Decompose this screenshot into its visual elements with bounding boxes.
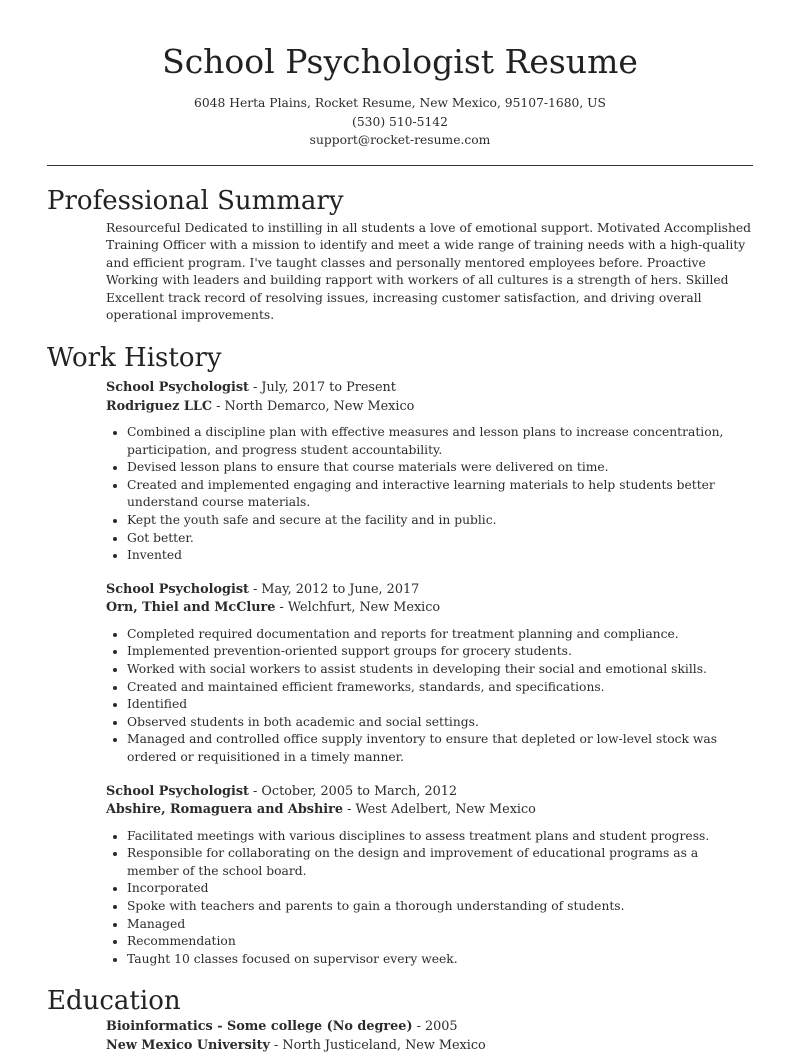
job-bullets <box>106 424 753 565</box>
section-heading-summary: Professional Summary <box>47 185 344 216</box>
section-heading-work: Work History <box>47 343 222 374</box>
bullet-item: • Kept the youth safe and secure at the facility and in public. <box>127 512 753 530</box>
job-title: School Psychologist <box>106 380 249 396</box>
bullet-item: • Combined a discipline plan with effective measures and lesson plans to increase concentration, participation, and progress student accountability. <box>127 424 753 459</box>
job-bullets <box>106 828 753 969</box>
job-location: - North Demarco, New Mexico <box>212 398 415 414</box>
bullet-item: • Implemented prevention-oriented support groups for grocery students. <box>127 643 753 661</box>
job-bullets <box>106 626 753 767</box>
bullet-item: • Recommendation <box>127 933 753 951</box>
phone: (530) 510-5142 <box>352 114 448 129</box>
bullet-item: • Spoke with teachers and parents to gain a thorough understanding of students. <box>127 898 753 916</box>
resume-title: School Psychologist Resume <box>162 42 638 81</box>
school-location: - North Justiceland, New Mexico <box>269 1037 486 1053</box>
bullet-item: • Responsible for collaborating on the design and improvement of educational programs as a member of the school board. <box>127 845 753 880</box>
year: - 2005 <box>412 1019 458 1035</box>
bullet-item: • Created and maintained efficient frameworks, standards, and specifications. <box>127 679 753 697</box>
company: Orn, Thiel and McClure <box>106 600 276 616</box>
divider <box>47 165 753 166</box>
degree: Bioinformatics - Some college (No degree) <box>106 1019 413 1035</box>
job-dates: - July, 2017 to Present <box>248 380 396 396</box>
bullet-item: • Invented <box>127 547 753 565</box>
job-location: - West Adelbert, New Mexico <box>343 802 536 818</box>
bullet-item: • Managed <box>127 916 753 934</box>
job-dates: - May, 2012 to June, 2017 <box>248 581 420 597</box>
email: support@rocket-resume.com <box>309 133 491 147</box>
bullet-item: • Created and implemented engaging and interactive learning materials to help students better understand course materials. <box>127 477 753 512</box>
bullet-item: • Observed students in both academic and social settings. <box>127 714 753 732</box>
job-title: School Psychologist <box>106 581 249 597</box>
job-entry <box>106 379 753 565</box>
section-heading-education: Education <box>47 986 181 1017</box>
school: New Mexico University <box>106 1037 270 1053</box>
work-history <box>106 379 753 968</box>
job-location: - Welchfurt, New Mexico <box>275 600 441 616</box>
company: Rodriguez LLC <box>106 398 213 414</box>
job-title: School Psychologist <box>106 783 249 799</box>
bullet-item: • Taught 10 classes focused on supervisor every week. <box>127 951 753 969</box>
bullet-item: • Identified <box>127 696 753 714</box>
bullet-item: • Completed required documentation and reports for treatment planning and compliance. <box>127 626 753 644</box>
bullet-item: • Worked with social workers to assist students in developing their social and emotional skills. <box>127 661 753 679</box>
bullet-item: • Facilitated meetings with various disciplines to assess treatment plans and student progress. <box>127 828 753 846</box>
summary-text: Resourceful Dedicated to instilling in all students a love of emotional support. Motivated Accomplished Training Officer with a mission to identify and meet a wide range of training needs with a high-quality and efficient program. I've taught classes and personally mentored employees before. Proactive Working with leaders and building rapport with workers of all cultures is a strength of hers. Skilled Excellent track record of resolving issues, increasing customer satisfaction, and driving overall operational improvements. <box>106 220 752 323</box>
job-dates: - October, 2005 to March, 2012 <box>248 783 458 799</box>
bullet-item: • Incorporated <box>127 880 753 898</box>
address: 6048 Herta Plains, Rocket Resume, New Mexico, 95107-1680, US <box>194 96 606 110</box>
company: Abshire, Romaguera and Abshire <box>106 802 344 818</box>
job-entry <box>106 783 753 969</box>
bullet-item: • Managed and controlled office supply inventory to ensure that depleted or low-level stock was ordered or requisitioned in a timely manner. <box>127 731 753 766</box>
bullet-item: • Got better. <box>127 530 753 548</box>
bullet-item: • Devised lesson plans to ensure that course materials were delivered on time. <box>127 459 753 477</box>
job-entry <box>106 581 753 767</box>
education-entry <box>106 1018 753 1055</box>
contact-info <box>47 94 753 150</box>
